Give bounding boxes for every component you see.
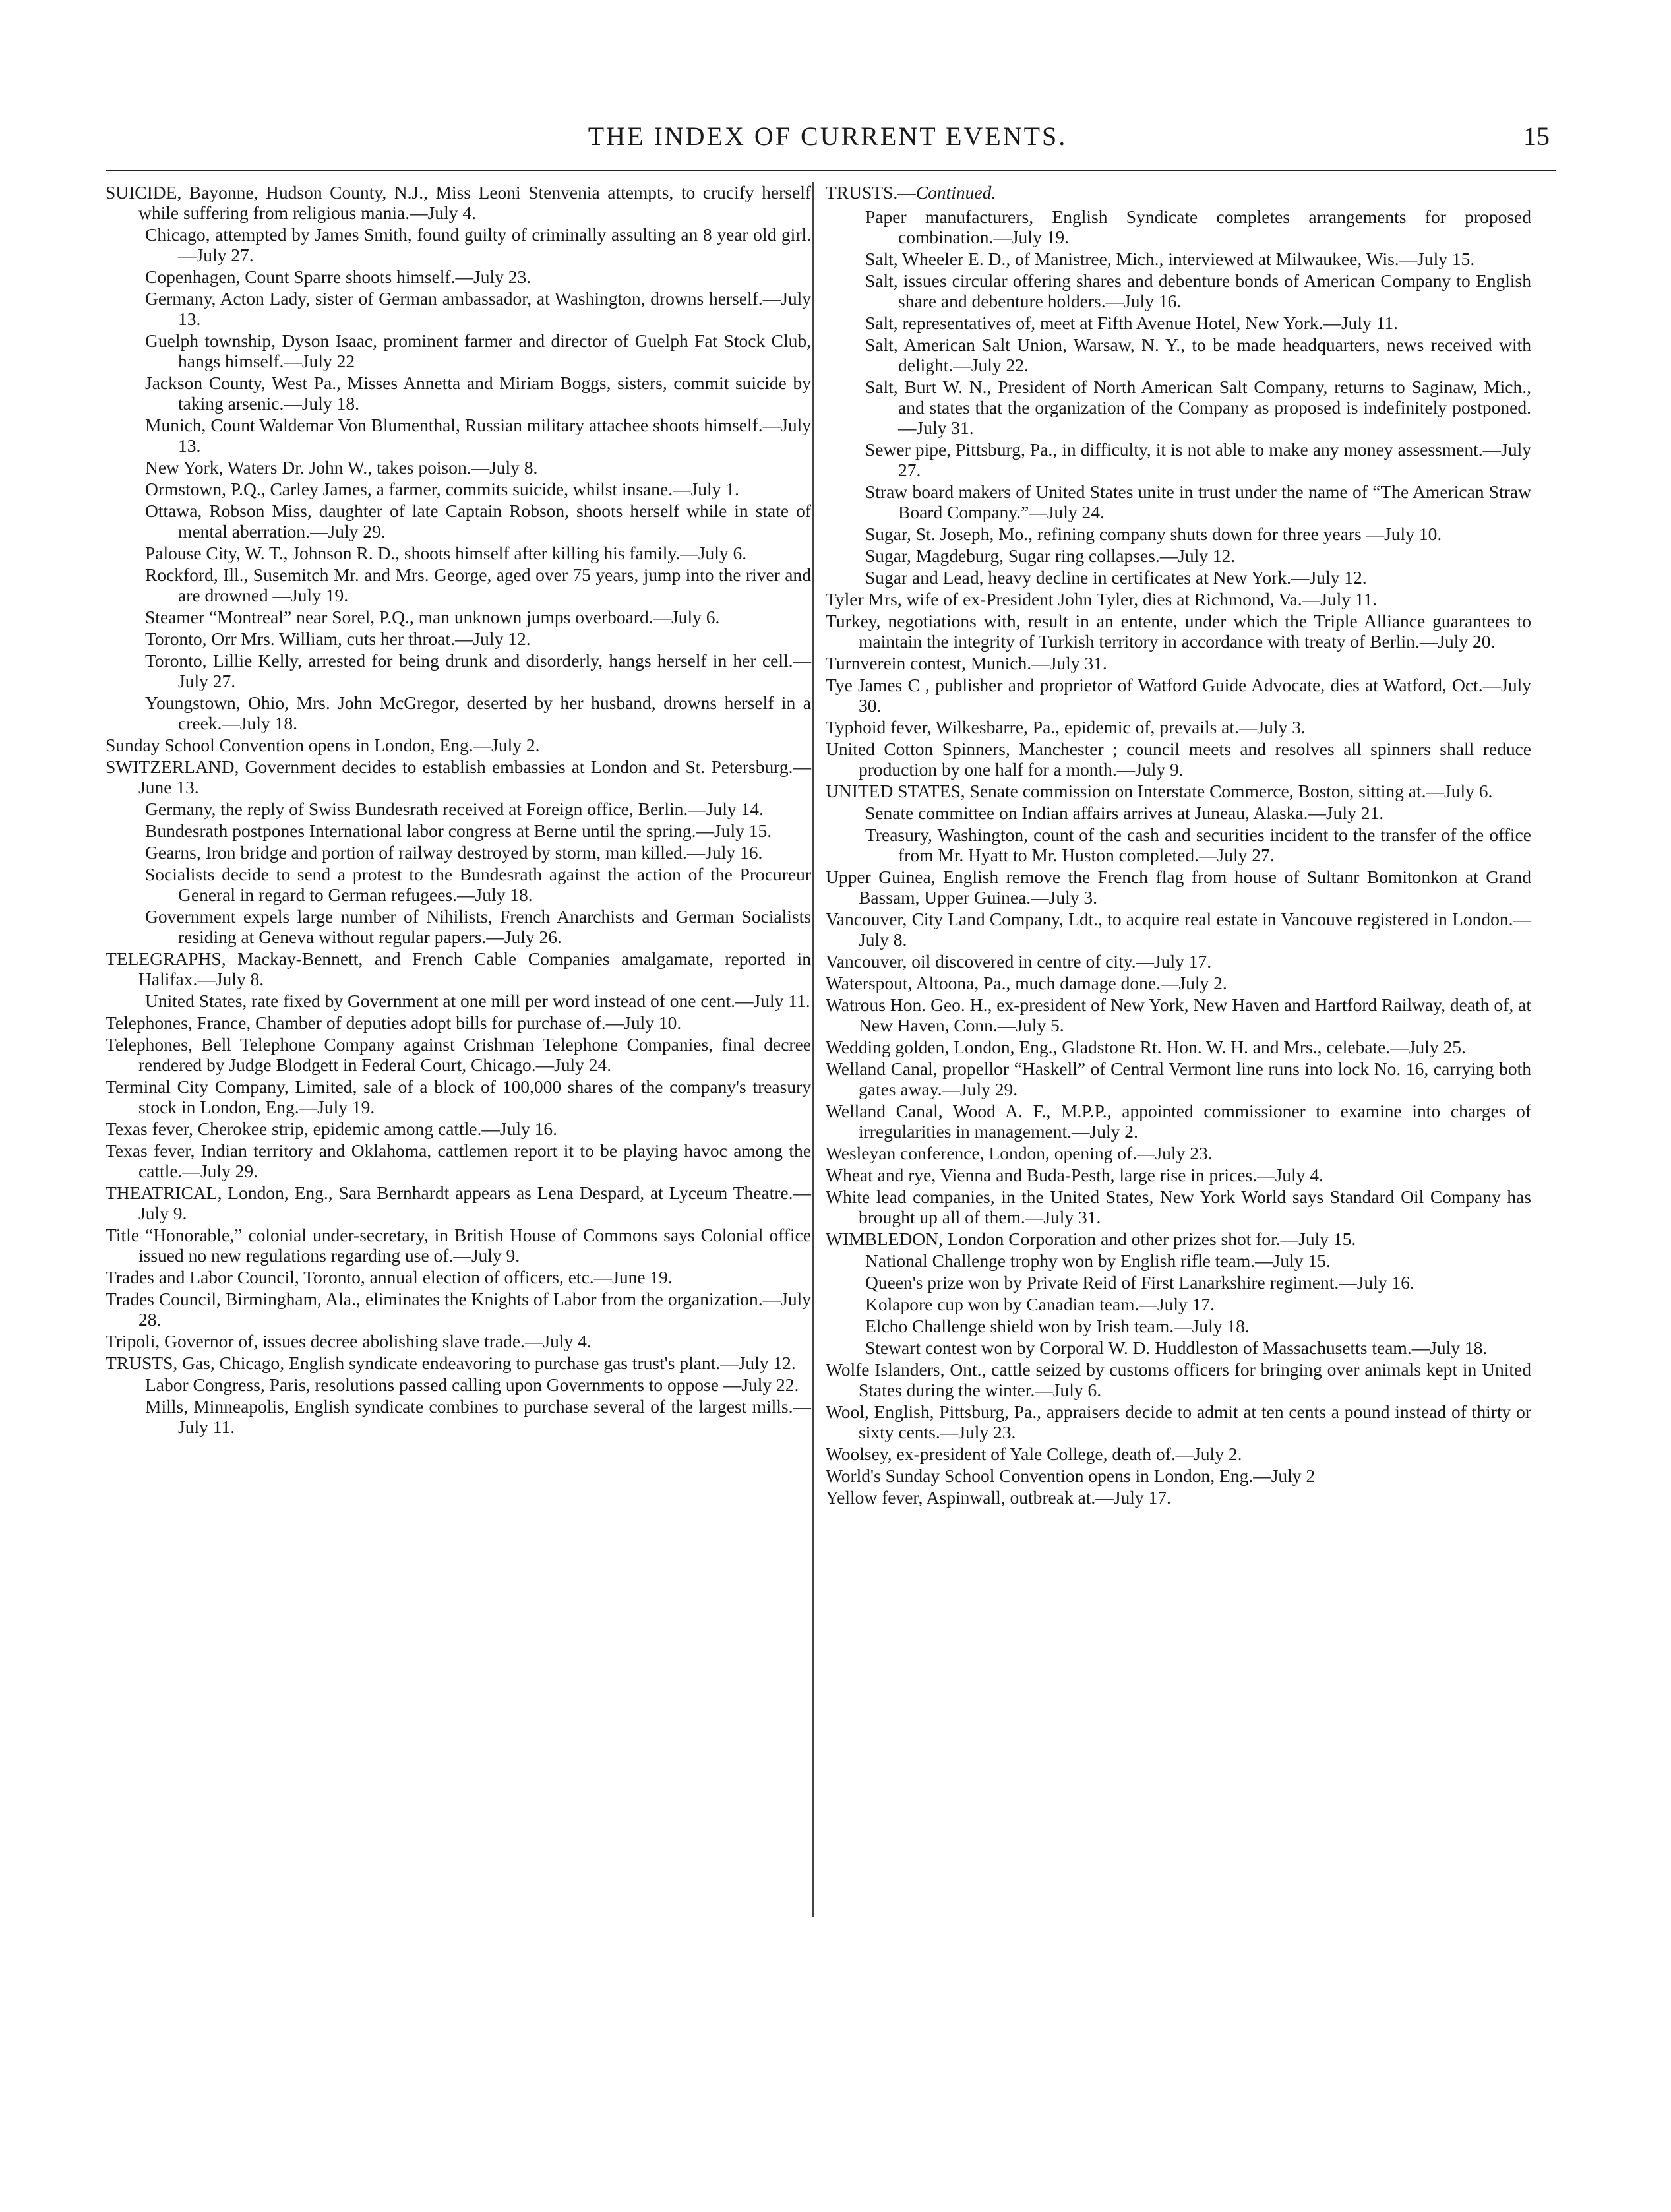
continued-heading-text: TRUSTS.— <box>826 182 916 202</box>
page-number: 15 <box>1523 121 1550 151</box>
page-header <box>106 113 1550 160</box>
index-entry: Jackson County, West Pa., Misses Annetta and Miriam Boggs, sisters, commit suicide by taking arsenic.—July 18. <box>145 373 811 414</box>
index-entry: Turnverein contest, Munich.—July 31. <box>826 653 1107 673</box>
index-entry: Socialists decide to send a protest to the Bundesrath against the action of the Procureur General in regard to German refugees.—July 18. <box>145 864 811 905</box>
left-column <box>106 182 811 1438</box>
index-entry: Salt, Burt W. N., President of North American Salt Company, returns to Saginaw, Mich., and states that the organization of the Company as proposed is indefinitely postponed.—July 31. <box>865 377 1531 438</box>
index-entry: THEATRICAL, London, Eng., Sara Bernhardt appears as Lena Despard, at Lyceum Theatre.—July 9. <box>106 1183 811 1223</box>
continued-heading <box>826 182 1531 202</box>
index-entry: Watrous Hon. Geo. H., ex-president of New York, New Haven and Hartford Railway, death of, at New Haven, Conn.—July 5. <box>826 995 1531 1035</box>
index-entry: Ottawa, Robson Miss, daughter of late Captain Robson, shoots herself while in state of mental aberration.—July 29. <box>145 501 811 541</box>
index-entry: Wheat and rye, Vienna and Buda-Pesth, large rise in prices.—July 4. <box>826 1165 1323 1185</box>
index-entry: Salt, Wheeler E. D., of Manistree, Mich., interviewed at Milwaukee, Wis.—July 15. <box>865 249 1475 269</box>
index-entry: Wool, English, Pittsburg, Pa., appraisers decide to admit at ten cents a pound instead of thirty or sixty cents.—July 23. <box>826 1401 1531 1442</box>
index-entry: World's Sunday School Convention opens in London, Eng.—July 2 <box>826 1465 1316 1486</box>
continued-label: Continued. <box>915 182 996 202</box>
index-entry: United Cotton Spinners, Manchester ; council meets and resolves all spinners shall reduce production by one half for a month.—July 9. <box>826 739 1531 780</box>
index-entry: Kolapore cup won by Canadian team.—July 17. <box>865 1294 1215 1314</box>
index-entry: White lead companies, in the United States, New York World says Standard Oil Company has brought up all of them.—July 31. <box>826 1186 1531 1227</box>
index-entry: Tyler Mrs, wife of ex-President John Tyler, dies at Richmond, Va.—July 11. <box>826 589 1378 609</box>
index-entry: Guelph township, Dyson Isaac, prominent farmer and director of Guelph Fat Stock Club, hangs himself.—July 22 <box>145 330 811 371</box>
index-entry: Toronto, Lillie Kelly, arrested for being drunk and disorderly, hangs herself in her cell.—July 27. <box>145 650 811 691</box>
index-entry: Steamer “Montreal” near Sorel, P.Q., man unknown jumps overboard.—July 6. <box>145 607 720 627</box>
index-entry: Palouse City, W. T., Johnson R. D., shoots himself after killing his family.—July 6. <box>145 543 747 563</box>
index-entry: Vancouver, oil discovered in centre of city.—July 17. <box>826 951 1212 971</box>
index-entry: Wesleyan conference, London, opening of.—July 23. <box>826 1143 1213 1163</box>
index-entry: UNITED STATES, Senate commission on Interstate Commerce, Boston, sitting at.—July 6. <box>826 781 1493 801</box>
index-entry: Trades Council, Birmingham, Ala., eliminates the Knights of Labor from the organization.—July 28. <box>106 1289 811 1330</box>
index-entry: Germany, the reply of Swiss Bundesrath received at Foreign office, Berlin.—July 14. <box>145 799 764 819</box>
right-column <box>826 182 1531 1509</box>
index-entry: Texas fever, Cherokee strip, epidemic among cattle.—July 16. <box>106 1119 558 1139</box>
index-entry: Gearns, Iron bridge and portion of railway destroyed by storm, man killed.—July 16. <box>145 842 763 863</box>
index-entry: Sugar, St. Joseph, Mo., refining company shuts down for three years —July 10. <box>865 524 1442 544</box>
index-entry: Salt, American Salt Union, Warsaw, N. Y., to be made headquarters, news received with delight.—July 22. <box>865 334 1531 375</box>
page-title: THE INDEX OF CURRENT EVENTS. <box>588 121 1068 151</box>
index-entry: Texas fever, Indian territory and Oklahoma, cattlemen report it to be playing havoc among the cattle.—July 29. <box>106 1140 811 1181</box>
index-entry: TRUSTS, Gas, Chicago, English syndicate endeavoring to purchase gas trust's plant.—July 12. <box>106 1353 796 1373</box>
index-entry: Title “Honorable,” colonial under-secretary, in British House of Commons says Colonial office issued no new regulations regarding use of.—July 9. <box>106 1225 811 1266</box>
index-entry: Tripoli, Governor of, issues decree abolishing slave trade.—July 4. <box>106 1331 592 1351</box>
index-entry: Sewer pipe, Pittsburg, Pa., in difficulty, it is not able to make any money assessment.—July 27. <box>865 439 1531 480</box>
index-entry: Munich, Count Waldemar Von Blumenthal, Russian military attachee shoots himself.—July 13. <box>145 415 811 456</box>
index-entry: Vancouver, City Land Company, Ldt., to acquire real estate in Vancouve registered in London.—July 8. <box>826 909 1531 950</box>
index-entry: Trades and Labor Council, Toronto, annual election of officers, etc.—June 19. <box>106 1267 673 1287</box>
index-entry: Youngstown, Ohio, Mrs. John McGregor, deserted by her husband, drowns herself in a creek.—July 18. <box>145 692 811 733</box>
index-entry: Mills, Minneapolis, English syndicate combines to purchase several of the largest mills.—July 11. <box>145 1396 811 1437</box>
index-entry: Yellow fever, Aspinwall, outbreak at.—July 17. <box>826 1487 1171 1508</box>
index-entry: Typhoid fever, Wilkesbarre, Pa., epidemic of, prevails at.—July 3. <box>826 717 1306 737</box>
index-entry: WIMBLEDON, London Corporation and other prizes shot for.—July 15. <box>826 1229 1356 1249</box>
index-entry: Salt, issues circular offering shares and debenture bonds of American Company to English share and debenture holders.—July 16. <box>865 270 1531 311</box>
index-entry: National Challenge trophy won by English rifle team.—July 15. <box>865 1250 1331 1271</box>
index-entry: New York, Waters Dr. John W., takes poison.—July 8. <box>145 457 538 477</box>
index-entry: Waterspout, Altoona, Pa., much damage done.—July 2. <box>826 973 1227 993</box>
index-entry: Chicago, attempted by James Smith, found guilty of criminally assulting an 8 year old girl.—July 27. <box>145 224 811 265</box>
header-rule <box>106 170 1556 171</box>
index-entry: Welland Canal, Wood A. F., M.P.P., appointed commissioner to examine into charges of irregularities in management.—July 2. <box>826 1101 1531 1142</box>
index-entry: Woolsey, ex-president of Yale College, death of.—July 2. <box>826 1444 1242 1464</box>
index-entry: TELEGRAPHS, Mackay-Bennett, and French Cable Companies amalgamate, reported in Halifax.—July 8. <box>106 948 811 989</box>
index-entry: Terminal City Company, Limited, sale of a block of 100,000 shares of the company's treasury stock in London, Eng.—July 19. <box>106 1076 811 1117</box>
index-entry: Labor Congress, Paris, resolutions passed calling upon Governments to oppose —July 22. <box>145 1374 799 1395</box>
index-entry: Salt, representatives of, meet at Fifth Avenue Hotel, New York.—July 11. <box>865 313 1399 333</box>
index-entry: Toronto, Orr Mrs. William, cuts her throat.—July 12. <box>145 629 531 649</box>
column-divider <box>812 182 814 1917</box>
index-entry: Welland Canal, propellor “Haskell” of Central Vermont line runs into lock No. 16, carrying both gates away.—July 29. <box>826 1059 1531 1099</box>
index-entry: Treasury, Washington, count of the cash and securities incident to the transfer of the office from Mr. Hyatt to Mr. Huston completed.—July 27. <box>865 824 1531 865</box>
index-entry: Sugar, Magdeburg, Sugar ring collapses.—July 12. <box>865 545 1236 566</box>
index-entry: United States, rate fixed by Government at one mill per word instead of one cent.—July 11. <box>145 991 810 1011</box>
index-entry: Bundesrath postpones International labor congress at Berne until the spring.—July 15. <box>145 820 772 841</box>
index-entry: Turkey, negotiations with, result in an entente, under which the Triple Alliance guarantees to maintain the integrity of Turkish territory in accordance with treaty of Berlin.—July 20. <box>826 611 1531 652</box>
index-entry: SUICIDE, Bayonne, Hudson County, N.J., Miss Leoni Stenvenia attempts, to crucify herself while suffering from religious mania.—July 4. <box>106 182 811 223</box>
index-entry: Sunday School Convention opens in London, Eng.—July 2. <box>106 735 540 755</box>
index-entry: Sugar and Lead, heavy decline in certificates at New York.—July 12. <box>865 567 1367 588</box>
index-entry: Telephones, France, Chamber of deputies adopt bills for purchase of.—July 10. <box>106 1012 682 1033</box>
index-entry: Senate committee on Indian affairs arrives at Juneau, Alaska.—July 21. <box>865 803 1384 823</box>
index-entry: Upper Guinea, English remove the French flag from house of Sultanr Bomitonkon at Grand Bassam, Upper Guinea.—July 3. <box>826 867 1531 907</box>
index-entry: Ormstown, P.Q., Carley James, a farmer, commits suicide, whilst insane.—July 1. <box>145 479 739 499</box>
index-entry: Rockford, Ill., Susemitch Mr. and Mrs. George, aged over 75 years, jump into the river and are drowned —July 19. <box>145 565 811 605</box>
index-entry: Wolfe Islanders, Ont., cattle seized by customs officers for bringing over animals kept in United States during the winter.—July 6. <box>826 1359 1531 1400</box>
index-entry: SWITZERLAND, Government decides to establish embassies at London and St. Petersburg.—June 13. <box>106 756 811 797</box>
index-entry: Queen's prize won by Private Reid of First Lanarkshire regiment.—July 16. <box>865 1272 1414 1293</box>
index-entry: Copenhagen, Count Sparre shoots himself.—July 23. <box>145 266 532 287</box>
index-entry: Germany, Acton Lady, sister of German ambassador, at Washington, drowns herself.—July 13. <box>145 288 811 329</box>
index-entry: Telephones, Bell Telephone Company against Crishman Telephone Companies, final decree rendered by Judge Blodgett in Federal Court, Chicago.—July 24. <box>106 1034 811 1075</box>
index-entry: Straw board makers of United States unite in trust under the name of “The American Straw Board Company.”—July 24. <box>865 481 1531 522</box>
index-entry: Paper manufacturers, English Syndicate completes arrangements for proposed combination.—July 19. <box>865 206 1531 247</box>
index-entry: Stewart contest won by Corporal W. D. Huddleston of Massachusetts team.—July 18. <box>865 1337 1488 1358</box>
index-entry: Tye James C , publisher and proprietor of Watford Guide Advocate, dies at Watford, Oct.—July 30. <box>826 675 1531 716</box>
index-entry: Wedding golden, London, Eng., Gladstone Rt. Hon. W. H. and Mrs., celebate.—July 25. <box>826 1037 1466 1057</box>
index-entry: Elcho Challenge shield won by Irish team.—July 18. <box>865 1316 1250 1336</box>
index-entry: Government expels large number of Nihilists, French Anarchists and German Socialists residing at Geneva without regular papers.—July 26. <box>145 906 811 947</box>
